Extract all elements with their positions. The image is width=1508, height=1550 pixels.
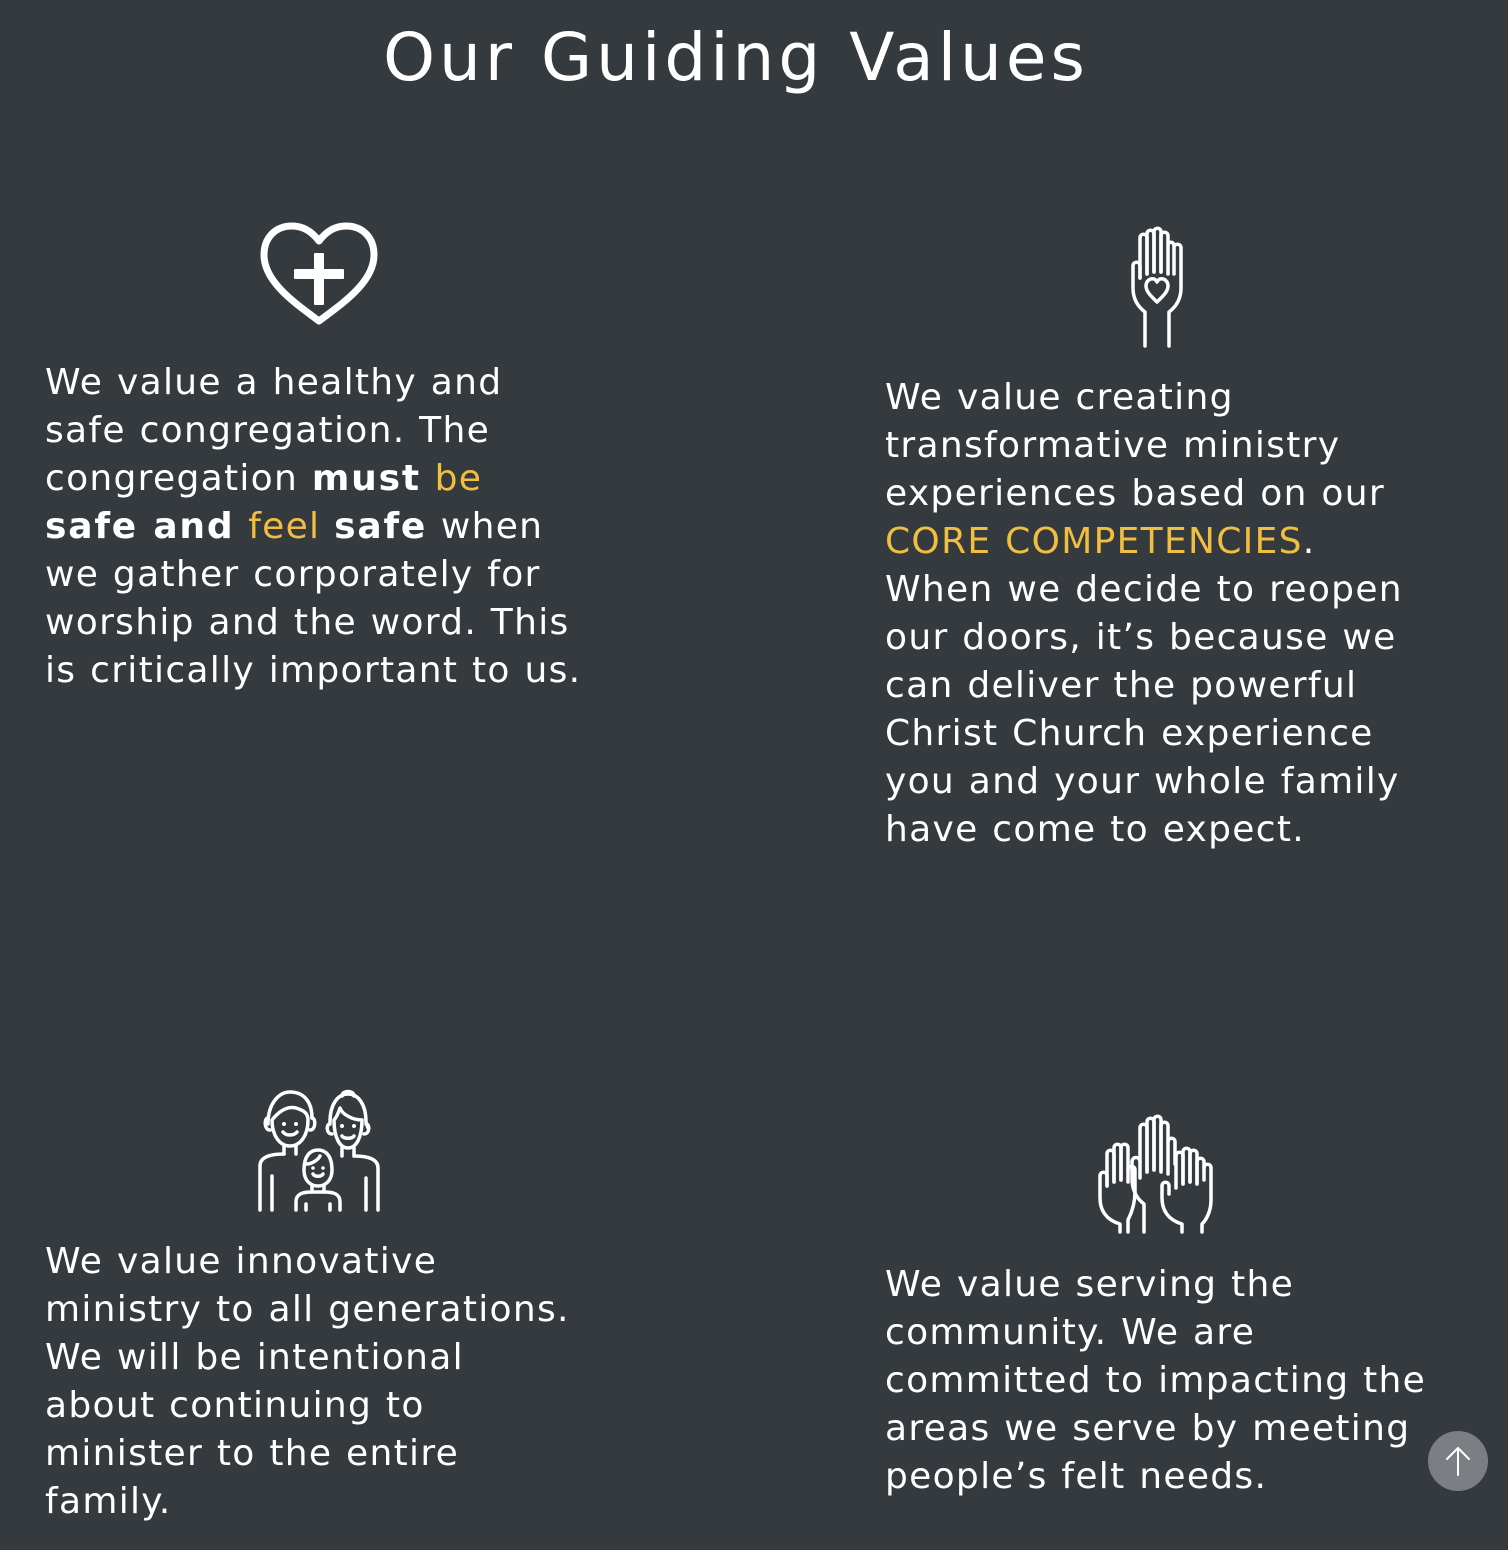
arrow-up-icon [1444,1445,1472,1477]
text-line: We value innovative [45,1241,438,1282]
family-icon [256,1088,382,1212]
text-line: minister to the entire [45,1433,460,1474]
text-line: community. We are [885,1312,1256,1353]
scroll-to-top-button[interactable] [1428,1431,1488,1491]
text-line: our doors, it’s because we [885,617,1397,658]
text-line: worship and the word. This [45,602,570,643]
text-line: about continuing to [45,1385,425,1426]
text-line: you and your whole family [885,761,1400,802]
value-text-transformative-ministry [885,374,1403,854]
text-line: When we decide to reopen [885,569,1403,610]
text-line: We will be intentional [45,1337,464,1378]
text-line: can deliver the powerful [885,665,1358,706]
text-line: We value serving the [885,1264,1295,1305]
text-line: safe and feel safe when [45,506,544,547]
text-line: congregation must be [45,458,483,499]
core-competencies-link[interactable]: CORE COMPETENCIES [885,521,1303,562]
text-line: have come to expect. [885,809,1306,850]
text-line: is critically important to us. [45,650,582,691]
value-text-safe-congregation [45,359,581,695]
page-title: Our Guiding Values [383,19,1089,96]
value-text-all-generations [45,1238,570,1526]
text-line: we gather corporately for [45,554,541,595]
text-line: CORE COMPETENCIES. [885,521,1316,562]
text-line: We value a healthy and [45,362,503,403]
text-line: Christ Church experience [885,713,1374,754]
text-line: We value creating [885,377,1234,418]
text-line: transformative ministry [885,425,1341,466]
text-line: experiences based on our [885,473,1385,514]
text-line: people’s felt needs. [885,1456,1268,1497]
raised-hand-heart-icon [1128,226,1186,348]
text-line: ministry to all generations. [45,1289,570,1330]
text-line: areas we serve by meeting [885,1408,1411,1449]
text-line: safe congregation. The [45,410,491,451]
value-text-serving-community [885,1261,1426,1501]
text-line: committed to impacting the [885,1360,1427,1401]
raised-hands-icon [1096,1112,1220,1234]
heart-cross-icon [258,221,380,327]
text-line: family. [45,1481,172,1522]
